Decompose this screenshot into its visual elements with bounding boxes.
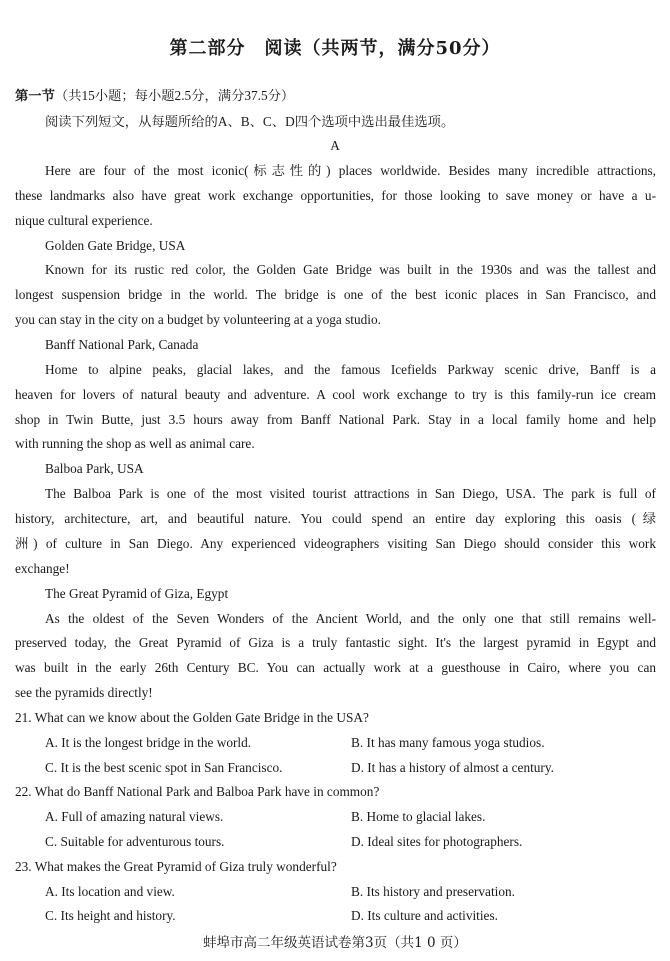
option-21-d: D. It has a history of almost a century.: [351, 760, 554, 775]
passage-line: shop in Twin Butte, just 3.5 hours away from Banff National Park. Stay in a local family home and help: [15, 412, 656, 427]
option-21-c: C. It is the best scenic spot in San Francisco.: [45, 760, 283, 775]
passage-line: nique cultural experience.: [15, 213, 153, 228]
passage-line: longest suspension bridge in the world. The bridge is one of the best iconic places in San Francisco, and: [15, 287, 656, 302]
option-23-d: D. Its culture and activities.: [351, 908, 498, 923]
option-22-c: C. Suitable for adventurous tours.: [45, 834, 225, 849]
passage-line: these landmarks also have great work exchange opportunities, for those looking to save money or have a u-: [15, 188, 656, 203]
option-21-a: A. It is the longest bridge in the world.: [45, 735, 252, 750]
passage-line: Known for its rustic red color, the Golden Gate Bridge was built in the 1930s and was the tallest and: [45, 262, 656, 277]
option-23-a: A. Its location and view.: [45, 884, 175, 899]
option-23-c: C. Its height and history.: [45, 908, 176, 923]
question-stem-21: 21. What can we know about the Golden Gate Bridge in the USA?: [15, 710, 369, 725]
page-footer: 蚌埠市高二年级英语试卷第3页（共1 0 页）: [203, 935, 467, 951]
passage-line: heaven for lovers of natural beauty and adventure. A cool work exchange to try is this family-run ice cream: [15, 387, 656, 402]
question-stem-23: 23. What makes the Great Pyramid of Giza truly wonderful?: [15, 859, 337, 874]
passage-line: you can stay in the city on a budget by volunteering at a yoga studio.: [15, 312, 381, 327]
option-23-b: B. Its history and preservation.: [351, 884, 515, 899]
section-heading-note: （共15小题；每小题2.5分，满分37.5分）: [54, 88, 295, 103]
place-heading: Banff National Park, Canada: [45, 337, 199, 352]
passage-letter: A: [330, 138, 340, 153]
passage-line: was built in the early 26th Century BC. You can actually work at a guesthouse in Cairo, where you can: [15, 660, 656, 675]
passage-line: Home to alpine peaks, glacial lakes, and the famous Icefields Parkway scenic drive, Banff is a: [45, 362, 656, 377]
place-heading: Golden Gate Bridge, USA: [45, 238, 186, 253]
passage-line: preserved today, the Great Pyramid of Giza is a truly fantastic sight. It's the largest pyramid in Egypt and: [15, 635, 656, 650]
option-22-b: B. Home to glacial lakes.: [351, 809, 486, 824]
option-22-d: D. Ideal sites for photographers.: [351, 834, 523, 849]
passage-line: exchange!: [15, 561, 70, 576]
page-title: 第二部分 阅读（共两节，满分50分）: [169, 38, 501, 59]
section-heading: 第一节: [15, 88, 55, 103]
section-heading-line: [15, 88, 656, 104]
passage-line: history, architecture, art, and beautiful nature. You could spend an entire day exploring this oasis (绿: [15, 511, 656, 526]
place-heading: Balboa Park, USA: [45, 461, 144, 476]
question-stem-22: 22. What do Banff National Park and Balboa Park have in common?: [15, 784, 380, 799]
place-heading: The Great Pyramid of Giza, Egypt: [45, 586, 229, 601]
passage-line: with running the shop as well as animal care.: [15, 436, 255, 451]
passage-line: 洲) of culture in San Diego. Any experienced videographers visiting San Diego should consider this work: [15, 536, 656, 551]
option-22-a: A. Full of amazing natural views.: [45, 809, 224, 824]
option-21-b: B. It has many famous yoga studios.: [351, 735, 545, 750]
passage-line: Here are four of the most iconic(标志性的) places worldwide. Besides many incredible attractions,: [45, 163, 656, 178]
instruction-text: 阅读下列短文，从每题所给的A、B、C、D四个选项中选出最佳选项。: [45, 114, 455, 129]
passage-line: The Balboa Park is one of the most visited tourist attractions in San Diego, USA. The park is full of: [45, 486, 656, 501]
passage-line: As the oldest of the Seven Wonders of the Ancient World, and the only one that still remains well-: [45, 611, 656, 626]
passage-line: see the pyramids directly!: [15, 685, 153, 700]
